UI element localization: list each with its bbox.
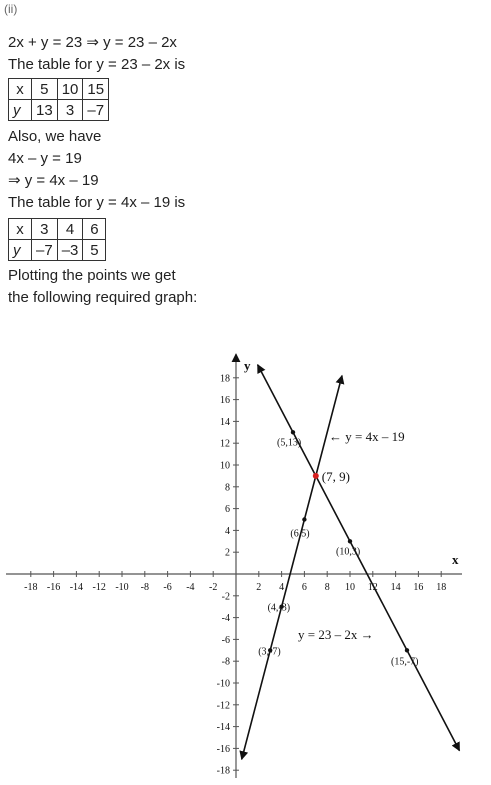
point-label: (4,-3) <box>267 602 291 614</box>
also-text: Also, we have <box>8 128 102 145</box>
point-label: (3,-7) <box>258 646 281 658</box>
intersection-point <box>313 473 319 479</box>
point-label: (5,13) <box>277 437 302 449</box>
part-label: (ii) <box>4 2 18 16</box>
x-tick-label: -18 <box>24 582 38 593</box>
data-point <box>302 517 306 521</box>
x-tick-label: 6 <box>301 582 307 593</box>
y-tick-label: -10 <box>216 678 230 690</box>
y-tick-label: -6 <box>221 634 230 646</box>
graph <box>0 340 491 785</box>
table-1-x-value: 15 <box>83 79 109 100</box>
table-1-y-value: –7 <box>83 100 109 121</box>
table-2-y-value: –7 <box>32 240 58 261</box>
table-1-y-value: 3 <box>57 100 83 121</box>
table-1-x-value: 5 <box>32 79 58 100</box>
point-label: (15,-7) <box>391 656 419 668</box>
intersection-label: (7, 9) <box>321 468 350 484</box>
graph-caption: the following required graph: <box>8 289 198 306</box>
table-row <box>9 100 109 121</box>
table-1-y-value: 13 <box>32 100 58 121</box>
x-tick-label: -12 <box>92 582 106 593</box>
table-1 <box>8 78 109 121</box>
y-tick-label: 14 <box>220 416 230 428</box>
table-1-caption: The table for y = 23 – 2x is <box>8 56 186 73</box>
x-tick-label: -14 <box>69 582 84 593</box>
x-axis-label: x <box>452 552 459 567</box>
table-2-x-value: 4 <box>57 219 83 240</box>
y-tick-label: 16 <box>220 395 230 407</box>
point-label: (6,5) <box>290 528 310 540</box>
x-tick-label: 18 <box>436 582 447 593</box>
table-2-x-value: 3 <box>32 219 58 240</box>
equation-1: 2x + y = 23 ⇒ y = 23 – 2x <box>8 34 177 51</box>
table-row <box>9 240 106 261</box>
point-label: (10,3) <box>336 546 361 558</box>
y-tick-label: -18 <box>216 765 230 777</box>
x-tick-label: 16 <box>413 582 424 593</box>
table-2 <box>8 218 106 261</box>
y-tick-label: -12 <box>216 700 230 712</box>
data-point <box>348 539 352 543</box>
y-tick-label: -2 <box>221 591 230 603</box>
equation-2: 4x – y = 19 <box>8 150 82 167</box>
y-axis-label: y <box>244 358 251 373</box>
table-2-y-header: y <box>9 240 32 261</box>
y-tick-label: 6 <box>225 504 230 516</box>
y-tick-label: 4 <box>225 525 230 537</box>
x-tick-label: 12 <box>367 582 378 593</box>
table-2-y-value: 5 <box>83 240 106 261</box>
y-tick-label: -4 <box>221 613 230 625</box>
data-point <box>405 648 409 652</box>
table-1-x-value: 10 <box>57 79 83 100</box>
y-tick-label: -8 <box>221 656 230 668</box>
x-tick-label: 10 <box>345 582 355 593</box>
table-row <box>9 79 109 100</box>
x-tick-label: -10 <box>115 582 129 593</box>
table-row <box>9 219 106 240</box>
y-tick-label: 18 <box>220 373 230 385</box>
line-annotation: ← y = 4x – 19 <box>329 429 405 444</box>
table-2-caption: The table for y = 4x – 19 is <box>8 194 186 211</box>
x-tick-label: -4 <box>186 582 195 593</box>
y-tick-label: 2 <box>225 547 230 559</box>
y-tick-label: 10 <box>220 460 230 472</box>
y-tick-label: 12 <box>220 438 230 450</box>
y-tick-label: -14 <box>216 722 230 734</box>
x-tick-label: 4 <box>279 582 285 593</box>
line-annotation: y = 23 – 2x → <box>298 627 374 642</box>
data-point <box>291 430 295 434</box>
table-1-x-header: x <box>9 79 32 100</box>
x-tick-label: -8 <box>140 582 149 593</box>
x-tick-label: -16 <box>46 582 61 593</box>
x-tick-label: 2 <box>256 582 262 593</box>
x-tick-label: -2 <box>209 582 218 593</box>
table-2-x-header: x <box>9 219 32 240</box>
y-tick-label: 8 <box>225 482 230 494</box>
equation-2-solved: ⇒ y = 4x – 19 <box>8 172 99 189</box>
table-1-y-header: y <box>9 100 32 121</box>
table-2-x-value: 6 <box>83 219 106 240</box>
x-tick-label: 14 <box>390 582 401 593</box>
series-line-23-minus-2x <box>258 365 460 751</box>
x-tick-label: 8 <box>324 582 330 593</box>
plotting-text: Plotting the points we get <box>8 267 176 284</box>
x-tick-label: -6 <box>163 582 172 593</box>
table-2-y-value: –3 <box>57 240 83 261</box>
y-tick-label: -16 <box>216 743 230 755</box>
